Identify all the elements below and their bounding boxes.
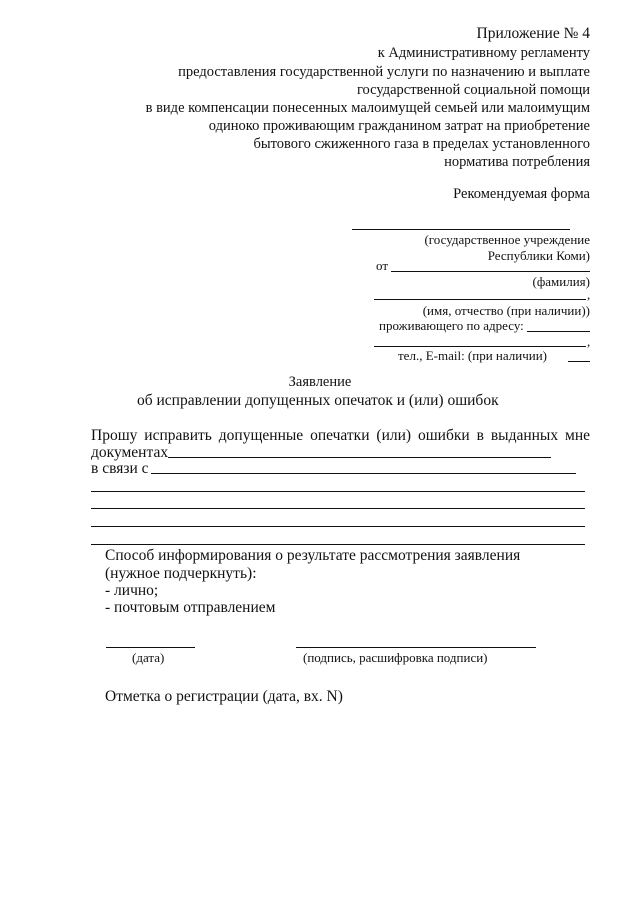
- phone-label: тел., E-mail: (при наличии): [398, 348, 547, 363]
- reason-field-1[interactable]: [151, 473, 576, 474]
- header-line-7: бытового сжиженного газа в пределах установленного: [253, 136, 590, 152]
- notify-line-2: (нужное подчеркнуть):: [105, 565, 257, 582]
- notify-line-1: Способ информирования о результате рассмотрения заявления: [105, 547, 521, 564]
- request-line: Прошу исправить допущенные опечатки (или) ошибки в выданных мне: [91, 427, 590, 444]
- name-field[interactable]: [374, 299, 586, 300]
- phone-field[interactable]: [568, 361, 590, 362]
- surname-caption: (фамилия): [532, 274, 590, 289]
- signature-field[interactable]: [296, 647, 536, 648]
- documents-label: документах: [91, 444, 169, 461]
- header-line-6: одиноко проживающим гражданином затрат на приобретение: [208, 118, 590, 134]
- header-line-3: предоставления государственной услуги по назначению и выплате: [178, 64, 590, 80]
- statement-subtitle: об исправлении допущенных опечаток и (или) ошибок: [137, 392, 499, 409]
- from-label: от: [376, 258, 389, 273]
- reason-field-3[interactable]: [91, 508, 585, 509]
- institution-caption-2: Республики Коми): [487, 248, 590, 263]
- reason-label: в связи с: [91, 460, 149, 477]
- institution-field[interactable]: [352, 229, 570, 230]
- reason-field-4[interactable]: [91, 526, 585, 527]
- address-label: проживающего по адресу:: [379, 318, 524, 333]
- statement-title: Заявление: [288, 374, 352, 390]
- option-personal[interactable]: - лично;: [105, 582, 159, 599]
- date-caption: (дата): [132, 650, 165, 665]
- registration-mark: Отметка о регистрации (дата, вх. N): [105, 688, 343, 705]
- recommended-form-label: Рекомендуемая форма: [453, 186, 590, 202]
- documents-field[interactable]: [168, 457, 551, 458]
- address-field-2[interactable]: [374, 346, 586, 347]
- comma-2: ,: [587, 334, 591, 349]
- header-line-2: к Административному регламенту: [377, 45, 590, 61]
- name-caption: (имя, отчество (при наличии)): [422, 303, 590, 318]
- address-field[interactable]: [527, 331, 590, 332]
- reason-field-2[interactable]: [91, 491, 585, 492]
- institution-caption-1: (государственное учреждение: [424, 232, 590, 247]
- option-mail[interactable]: - почтовым отправлением: [105, 599, 276, 616]
- surname-field[interactable]: [391, 271, 590, 272]
- comma-1: ,: [587, 287, 591, 302]
- header-line-4: государственной социальной помощи: [356, 82, 590, 98]
- header-line-1: Приложение № 4: [476, 25, 590, 42]
- date-field[interactable]: [106, 647, 195, 648]
- header-line-5: в виде компенсации понесенных малоимущей семьей или малоимущим: [145, 100, 590, 116]
- reason-field-5[interactable]: [91, 544, 585, 545]
- signature-caption: (подпись, расшифровка подписи): [303, 650, 488, 665]
- header-line-8: норматива потребления: [444, 154, 590, 170]
